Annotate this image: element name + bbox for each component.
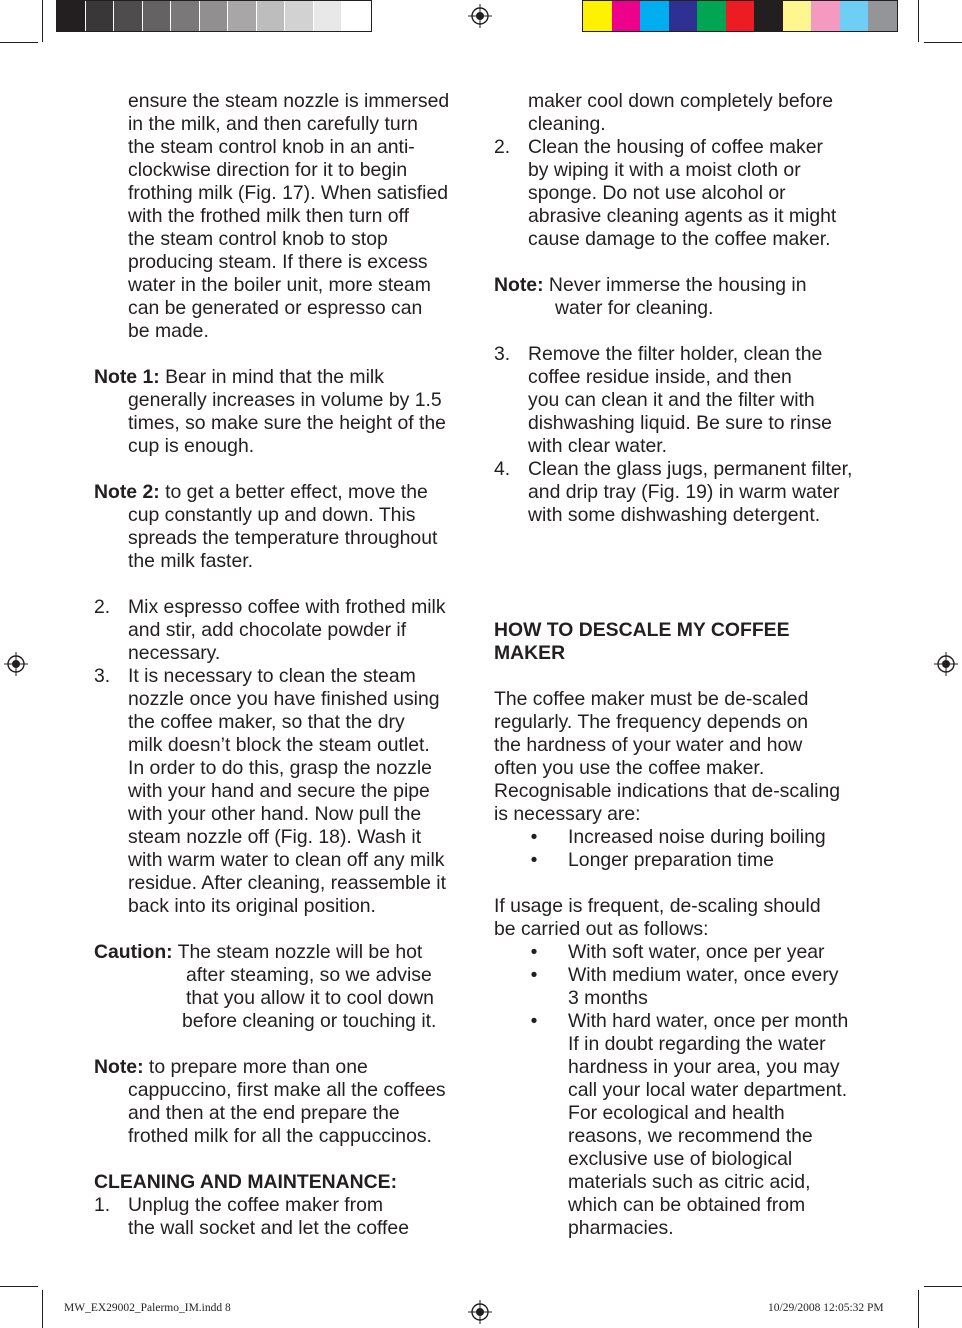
bullet-item: • Increased noise during boiling bbox=[494, 826, 874, 849]
item-number: 1. bbox=[94, 1194, 111, 1216]
color-swatch bbox=[669, 1, 698, 31]
color-swatch bbox=[228, 1, 257, 31]
note-label: Note 2: bbox=[94, 481, 160, 503]
color-calibration-bar bbox=[582, 0, 898, 32]
item-number: 3. bbox=[494, 343, 511, 365]
color-swatch bbox=[811, 1, 840, 31]
registration-mark-icon bbox=[4, 652, 28, 676]
color-swatch bbox=[86, 1, 115, 31]
color-swatch bbox=[285, 1, 314, 31]
item-number: 2. bbox=[494, 136, 511, 158]
bullet-icon: • bbox=[530, 849, 538, 871]
note-cappuccino: Note: to prepare more than one cappuccino, first make all the coffees and then at the end prepare the frothed milk for all the cappuccinos. bbox=[94, 1056, 446, 1147]
registration-mark-icon bbox=[934, 652, 958, 676]
crop-mark bbox=[918, 0, 919, 42]
color-swatch bbox=[726, 1, 755, 31]
descale-intro-paragraph: The coffee maker must be de-scaled regularly. The frequency depends on the hardness of your water and how often you use the coffee maker. Recognisable indications that de-scaling is necessary are: bbox=[494, 688, 841, 825]
list-item: 1. Unplug the coffee maker from the wall socket and let the coffee bbox=[94, 1194, 409, 1239]
bullet-icon: • bbox=[530, 941, 538, 963]
bullet-item: • With medium water, once every 3 months bbox=[494, 964, 874, 1010]
bullet-icon: • bbox=[530, 964, 538, 986]
note-2: Note 2: to get a better effect, move the cup constantly up and down. This spreads the temperature throughout the milk faster. bbox=[94, 481, 438, 572]
color-swatch bbox=[754, 1, 783, 31]
crop-mark bbox=[0, 42, 38, 43]
crop-mark bbox=[42, 0, 43, 42]
frequency-intro-paragraph: If usage is frequent, de-scaling should be carried out as follows: bbox=[494, 895, 821, 940]
crop-mark bbox=[924, 42, 962, 43]
color-swatch bbox=[171, 1, 200, 31]
crop-mark bbox=[924, 1286, 962, 1287]
item-number: 2. bbox=[94, 596, 111, 618]
color-swatch bbox=[314, 1, 343, 31]
color-swatch bbox=[783, 1, 812, 31]
color-swatch bbox=[200, 1, 229, 31]
list-item-continuation: maker cool down completely before cleaning. bbox=[528, 90, 834, 135]
crop-mark bbox=[918, 1290, 919, 1328]
steam-intro-paragraph: ensure the steam nozzle is immersed in the milk, and then carefully turn the steam control knob in an anti- clockwise direction for it to begin frothing milk (Fig. 17). When satisfied with the frothed milk then turn off the steam control knob to stop producing steam. If there is excess water in the boiler unit, more steam can be generated or espresso can be made. bbox=[128, 90, 450, 342]
color-swatch bbox=[840, 1, 869, 31]
left-column bbox=[94, 90, 474, 1240]
color-swatch bbox=[583, 1, 612, 31]
caution-label: Caution: bbox=[94, 941, 173, 963]
note-label: Note: bbox=[494, 274, 544, 296]
caution-note: Caution: The steam nozzle will be hot after steaming, so we advise that you allow it to cool down before cleaning or touching it. bbox=[94, 941, 437, 1032]
crop-mark bbox=[42, 1290, 43, 1328]
bullet-item: • With soft water, once per year bbox=[494, 941, 874, 964]
note-1: Note 1: Bear in mind that the milk generally increases in volume by 1.5 times, so make sure the height of the cup is enough. bbox=[94, 366, 446, 457]
grayscale-calibration-bar bbox=[56, 0, 372, 32]
bullet-icon: • bbox=[530, 1010, 538, 1032]
list-item: 3. Remove the filter holder, clean the coffee residue inside, and then you can clean it and the filter with dishwashing liquid. Be sure to rinse with clear water. bbox=[494, 343, 832, 457]
bullet-item: • With hard water, once per month If in doubt regarding the water hardness in your area, you may call your local water department. For ecological and health reasons, we recommend the exclusive use of biological materials such as citric acid, which can be obtained from pharmacies. bbox=[494, 1010, 874, 1240]
note-housing: Note: Never immerse the housing in water for cleaning. bbox=[494, 274, 807, 319]
color-swatch bbox=[612, 1, 641, 31]
right-column bbox=[494, 90, 874, 1240]
color-swatch bbox=[114, 1, 143, 31]
crop-mark bbox=[0, 1286, 38, 1287]
section-heading: CLEANING AND MAINTENANCE: bbox=[94, 1171, 398, 1193]
color-swatch bbox=[697, 1, 726, 31]
note-label: Note 1: bbox=[94, 366, 160, 388]
color-swatch bbox=[143, 1, 172, 31]
note-label: Note: bbox=[94, 1056, 144, 1078]
color-swatch bbox=[257, 1, 286, 31]
color-swatch bbox=[868, 1, 897, 31]
list-item: 4. Clean the glass jugs, permanent filter, and drip tray (Fig. 19) in warm water with some dishwashing detergent. bbox=[494, 458, 853, 526]
bullet-icon: • bbox=[530, 826, 538, 848]
print-timestamp: 10/29/2008 12:05:32 PM bbox=[768, 1302, 884, 1314]
color-swatch bbox=[342, 1, 371, 31]
color-swatch bbox=[57, 1, 86, 31]
section-heading: HOW TO DESCALE MY COFFEE MAKER bbox=[494, 619, 790, 664]
list-item: 3. It is necessary to clean the steam nozzle once you have finished using the coffee maker, so that the dry milk doesn’t block the steam outlet. In order to do this, grasp the nozzle with your hand and secure the pipe with your other hand. Now pull the steam nozzle off (Fig. 18). Wash it with warm water to clean off any milk residue. After cleaning, reassemble it back into its original position. bbox=[94, 665, 446, 917]
file-slug: MW_EX29002_Palermo_IM.indd 8 bbox=[64, 1302, 231, 1314]
item-number: 4. bbox=[494, 458, 511, 480]
item-number: 3. bbox=[94, 665, 111, 687]
registration-mark-icon bbox=[468, 1300, 492, 1324]
list-item: 2. Clean the housing of coffee maker by wiping it with a moist cloth or sponge. Do not use alcohol or abrasive cleaning agents as it might cause damage to the coffee maker. bbox=[494, 136, 837, 250]
bullet-item: • Longer preparation time bbox=[494, 849, 874, 872]
list-item: 2. Mix espresso coffee with frothed milk and stir, add chocolate powder if necessary. bbox=[94, 596, 446, 664]
registration-mark-icon bbox=[468, 4, 492, 28]
color-swatch bbox=[640, 1, 669, 31]
